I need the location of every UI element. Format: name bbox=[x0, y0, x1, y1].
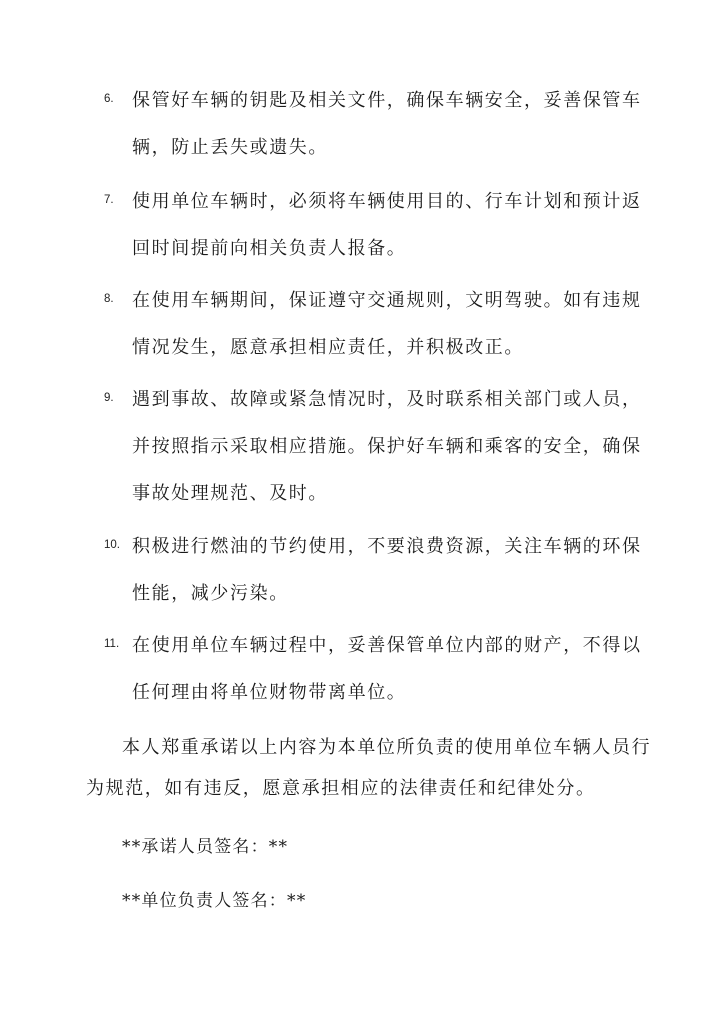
pledge-line: 本人郑重承诺以上内容为本单位所负责的使用单位车辆人员行 bbox=[122, 737, 652, 758]
list-item-text: 积极进行燃油的节约使用，不要浪费资源，关注车辆的环保 bbox=[132, 536, 642, 557]
list-item-text: 在使用单位车辆过程中，妥善保管单位内部的财产，不得以 bbox=[132, 635, 642, 656]
pledge-line: 为规范，如有违反，愿意承担相应的法律责任和纪律处分。 bbox=[86, 778, 596, 799]
list-item-number: 9. bbox=[104, 392, 114, 404]
list-item-text: 遇到事故、故障或紧急情况时，及时联系相关部门或人员， bbox=[132, 389, 642, 410]
pledger-signature-label: **承诺人员签名：** bbox=[122, 837, 289, 857]
list-item-text: 并按照指示采取相应措施。保护好车辆和乘客的安全，确保 bbox=[132, 436, 642, 457]
list-item-number: 10. bbox=[104, 539, 120, 551]
list-item-text: 在使用车辆期间，保证遵守交通规则，文明驾驶。如有违规 bbox=[132, 290, 642, 311]
unit-head-signature-label: **单位负责人签名：** bbox=[122, 891, 307, 911]
list-item-number: 8. bbox=[104, 293, 114, 305]
list-item-text: 回时间提前向相关负责人报备。 bbox=[132, 238, 407, 259]
list-item-text: 性能，减少污染。 bbox=[132, 583, 289, 604]
list-item-number: 6. bbox=[104, 93, 114, 105]
list-item-text: 辆，防止丢失或遗失。 bbox=[132, 137, 328, 158]
list-item-text: 情况发生，愿意承担相应责任，并积极改正。 bbox=[132, 337, 524, 358]
list-item-text: 保管好车辆的钥匙及相关文件，确保车辆安全，妥善保管车 bbox=[132, 90, 642, 111]
list-item-text: 事故处理规范、及时。 bbox=[132, 483, 328, 504]
list-item-text: 使用单位车辆时，必须将车辆使用目的、行车计划和预计返 bbox=[132, 191, 642, 212]
list-item-number: 11. bbox=[104, 638, 120, 650]
list-item-text: 任何理由将单位财物带离单位。 bbox=[132, 682, 407, 703]
list-item-number: 7. bbox=[104, 194, 114, 206]
